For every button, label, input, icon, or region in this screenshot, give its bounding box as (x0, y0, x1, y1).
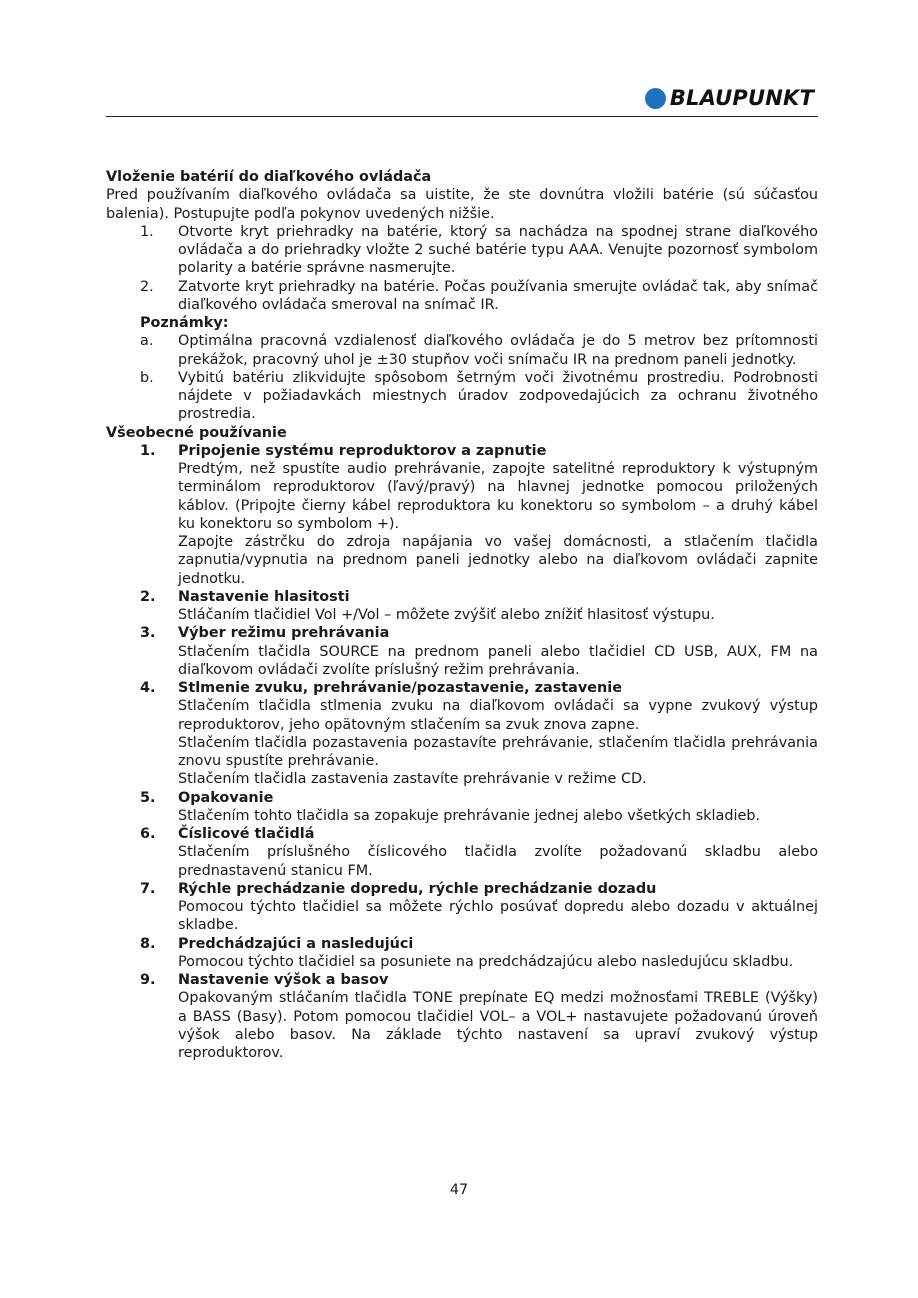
usage-item (106, 442, 818, 588)
note-text: Vybitú batériu zlikvidujte spôsobom šetrným voči životnému prostrediu. Podrobnosti nájdete v požiadavkách miestnych úradov zodpovedajúcich za ochranu životného prostredia. (178, 369, 818, 423)
usage-paragraph: Stlačením tlačidla SOURCE na prednom paneli alebo tlačidiel CD USB, AUX, FM na diaľkovom ovládači zvolíte príslušný režim prehrávania. (178, 643, 818, 678)
usage-marker: 5. (140, 789, 156, 806)
notes-heading: Poznámky: (140, 315, 229, 331)
usage-paragraph: Opakovaným stláčaním tlačidla TONE prepínate EQ medzi možnosťami TREBLE (Výšky) a BASS (Basy). Potom pomocou tlačidiel VOL– a VOL+ nastavujete požadovanú úroveň výšok alebo basov. Na základe týchto nastavení sa upraví zvukový výstup reproduktorov. (178, 990, 818, 1061)
list-item (106, 223, 818, 278)
usage-paragraph: Stlačením príslušného číslicového tlačidla zvolíte požadovanú skladbu alebo prednastavenú stanicu FM. (178, 844, 818, 879)
usage-marker: 4. (140, 680, 156, 696)
usage-marker: 1. (140, 442, 156, 459)
list-marker: 2. (140, 278, 154, 295)
usage-marker: 8. (140, 935, 156, 952)
section-heading: Vloženie batérií do diaľkového ovládača (106, 169, 432, 185)
usage-paragraph: Pomocou týchto tlačidiel sa posuniete na predchádzajúcu alebo nasledujúcu skladbu. (178, 953, 794, 970)
usage-title: Nastavenie hlasitosti (178, 588, 350, 605)
usage-marker: 2. (140, 588, 156, 605)
usage-paragraph: Stláčaním tlačidiel Vol +/Vol – môžete zvýšiť alebo znížiť hlasitosť výstupu. (178, 607, 715, 623)
list-text: Otvorte kryt priehradky na batérie, ktorý sa nachádza na spodnej strane diaľkového ovládača a do priehradky vložte 2 suché batérie typu AAA. Venujte pozornosť symbolom polarity a batérie správne nasmerujte. (178, 223, 818, 277)
section-heading: Všeobecné používanie (106, 424, 287, 441)
usage-marker: 9. (140, 972, 156, 988)
brand-logo (645, 86, 814, 110)
usage-paragraph: Zapojte zástrčku do zdroja napájania vo vašej domácnosti, a stlačením tlačidla zapnutia/vypnutia na prednom paneli jednotky alebo na diaľkovom ovládači zapnite jednotku. (178, 534, 818, 587)
usage-title: Stlmenie zvuku, prehrávanie/pozastavenie, zastavenie (178, 680, 622, 696)
usage-item (106, 588, 818, 625)
list-marker: 1. (140, 223, 154, 240)
page-number: 47 (449, 1182, 469, 1198)
usage-title: Opakovanie (178, 789, 274, 806)
usage-title: Číslicové tlačidlá (178, 826, 315, 842)
usage-item (106, 880, 818, 935)
usage-paragraph: Stlačením tlačidla stlmenia zvuku na diaľkovom ovládači sa vypne zvukový výstup reproduktorov, jeho opätovným stlačením sa zvuk znova zapne. (178, 698, 818, 733)
usage-title: Nastavenie výšok a basov (178, 972, 389, 988)
usage-item (106, 971, 818, 1062)
usage-paragraph: Predtým, než spustíte audio prehrávanie, zapojte satelitné reproduktory k výstupným terminálom reproduktorov (ľavý/pravý) na hlavnej jednotke pomocou priložených káblov. (Pripojte čierny kábel reproduktora ku konektoru so symbolom – a druhý kábel ku konektoru so symbolom +). (178, 461, 818, 532)
usage-item (106, 679, 818, 789)
usage-marker: 7. (140, 880, 156, 897)
usage-marker: 3. (140, 625, 156, 642)
usage-item (106, 624, 818, 679)
brand-name: BLAUPUNKT (669, 86, 814, 110)
note-text: Optimálna pracovná vzdialenosť diaľkového ovládača je do 5 metrov bez prítomnosti prekážok, pracovný uhol je ±30 stupňov voči snímaču IR na prednom paneli jednotky. (178, 333, 818, 368)
list-text: Zatvorte kryt priehradky na batérie. Počas používania smerujte ovládač tak, aby snímač diaľkového ovládača smeroval na snímač IR. (178, 278, 818, 313)
usage-paragraph: Stlačením tlačidla pozastavenia pozastavíte prehrávanie, stlačením tlačidla prehrávania znovu spustíte prehrávanie. (178, 734, 818, 769)
usage-title: Výber režimu prehrávania (178, 625, 390, 642)
usage-marker: 6. (140, 826, 156, 842)
intro-paragraph: Pred používaním diaľkového ovládača sa uistite, že ste dovnútra vložili batérie (sú súčasťou balenia). Postupujte podľa pokynov uvedených nižšie. (106, 187, 818, 222)
note-item (106, 332, 818, 369)
usage-item (106, 935, 818, 972)
note-marker: a. (140, 333, 154, 350)
usage-title: Rýchle prechádzanie dopredu, rýchle prechádzanie dozadu (178, 880, 657, 897)
usage-paragraph: Stlačením tohto tlačidla sa zopakuje prehrávanie jednej alebo všetkých skladieb. (178, 807, 761, 824)
usage-item (106, 789, 818, 826)
usage-item (106, 825, 818, 880)
list-item (106, 278, 818, 315)
brand-dot-icon (645, 88, 666, 109)
note-item (106, 369, 818, 424)
usage-title: Predchádzajúci a nasledujúci (178, 935, 414, 952)
page-header (106, 84, 818, 117)
usage-paragraph: Stlačením tlačidla zastavenia zastavíte prehrávanie v režime CD. (178, 771, 647, 788)
note-marker: b. (140, 369, 154, 386)
document-body (106, 168, 818, 1062)
usage-title: Pripojenie systému reproduktorov a zapnutie (178, 442, 547, 459)
usage-paragraph: Pomocou týchto tlačidiel sa môžete rýchlo posúvať dopredu alebo dozadu v aktuálnej skladbe. (178, 899, 818, 934)
